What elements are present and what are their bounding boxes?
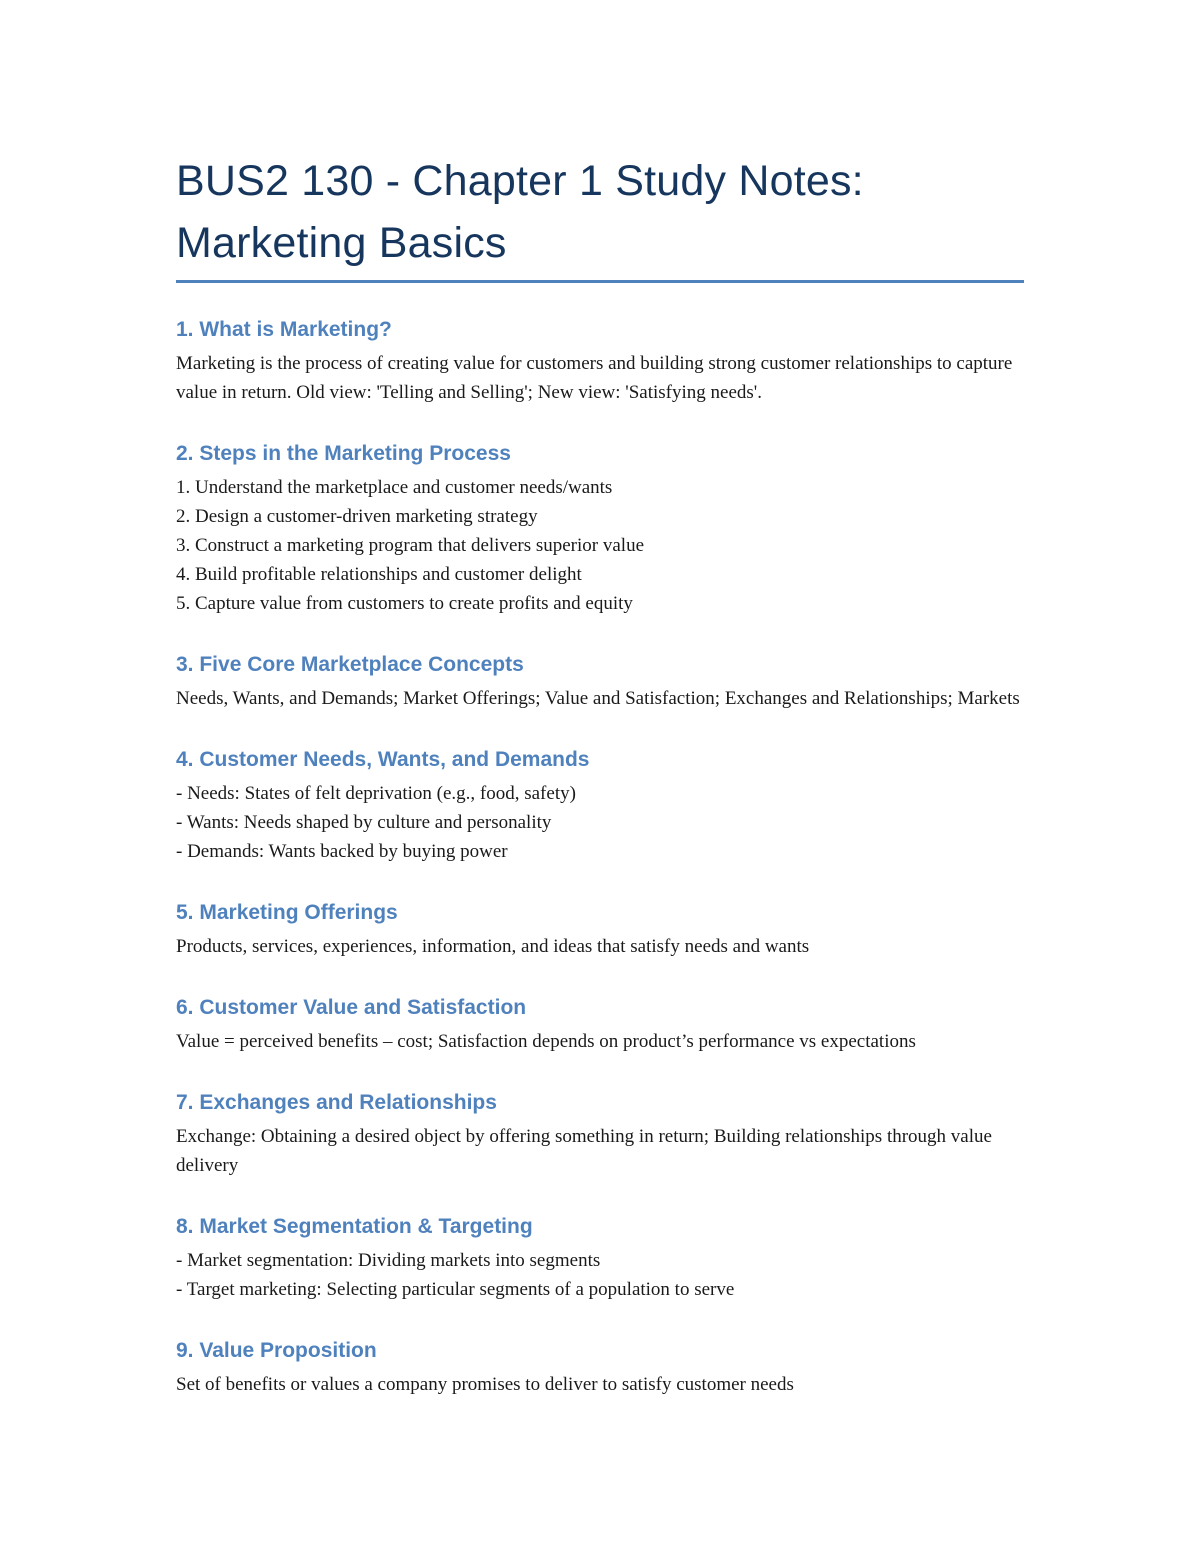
section-heading: 2. Steps in the Marketing Process xyxy=(176,442,511,465)
section-paragraph: Exchange: Obtaining a desired object by offering something in return; Building relationships through value delivery xyxy=(176,1126,992,1176)
list-item: 5. Capture value from customers to create profits and equity xyxy=(176,593,633,614)
section-heading: 8. Market Segmentation & Targeting xyxy=(176,1215,533,1238)
section-heading: 6. Customer Value and Satisfaction xyxy=(176,996,527,1019)
section-heading: 1. What is Marketing? xyxy=(176,318,392,341)
document-title xyxy=(176,150,1026,274)
list-item: 3. Construct a marketing program that delivers superior value xyxy=(176,535,645,556)
title-underline-rule xyxy=(176,280,1024,283)
section-marketing-process-steps xyxy=(176,439,1026,618)
section-heading: 7. Exchanges and Relationships xyxy=(176,1091,497,1114)
list-item: - Needs: States of felt deprivation (e.g., food, safety) xyxy=(176,783,576,804)
list-item: 2. Design a customer-driven marketing strategy xyxy=(176,506,538,527)
section-paragraph: Products, services, experiences, information, and ideas that satisfy needs and wants xyxy=(176,936,810,957)
list-item: - Wants: Needs shaped by culture and personality xyxy=(176,812,552,833)
section-paragraph: Set of benefits or values a company promises to deliver to satisfy customer needs xyxy=(176,1374,794,1395)
document-content xyxy=(176,150,1026,1399)
section-value-proposition xyxy=(176,1336,1026,1399)
section-heading: 5. Marketing Offerings xyxy=(176,901,398,924)
section-paragraph: Value = perceived benefits – cost; Satisfaction depends on product’s performance vs expectations xyxy=(176,1031,916,1052)
section-segmentation-targeting xyxy=(176,1212,1026,1304)
list-item: 1. Understand the marketplace and customer needs/wants xyxy=(176,477,613,498)
list-item: 4. Build profitable relationships and customer delight xyxy=(176,564,582,585)
section-needs-wants-demands xyxy=(176,745,1026,866)
section-what-is-marketing xyxy=(176,315,1026,407)
section-core-marketplace-concepts xyxy=(176,650,1026,713)
list-item: - Target marketing: Selecting particular segments of a population to serve xyxy=(176,1279,735,1300)
section-exchanges-relationships xyxy=(176,1088,1026,1180)
section-marketing-offerings xyxy=(176,898,1026,961)
document-title-line-1: BUS2 130 - Chapter 1 Study Notes: xyxy=(176,157,864,205)
document-title-line-2: Marketing Basics xyxy=(176,219,507,267)
section-paragraph: Needs, Wants, and Demands; Market Offerings; Value and Satisfaction; Exchanges and Relationships; Markets xyxy=(176,688,1020,709)
section-heading: 4. Customer Needs, Wants, and Demands xyxy=(176,748,590,771)
section-paragraph: Marketing is the process of creating value for customers and building strong customer relationships to capture value in return. Old view: 'Telling and Selling'; New view: 'Satisfying needs'. xyxy=(176,353,1013,403)
section-customer-value-satisfaction xyxy=(176,993,1026,1056)
list-item: - Demands: Wants backed by buying power xyxy=(176,841,508,862)
section-heading: 3. Five Core Marketplace Concepts xyxy=(176,653,524,676)
section-heading: 9. Value Proposition xyxy=(176,1339,377,1362)
list-item: - Market segmentation: Dividing markets into segments xyxy=(176,1250,601,1271)
